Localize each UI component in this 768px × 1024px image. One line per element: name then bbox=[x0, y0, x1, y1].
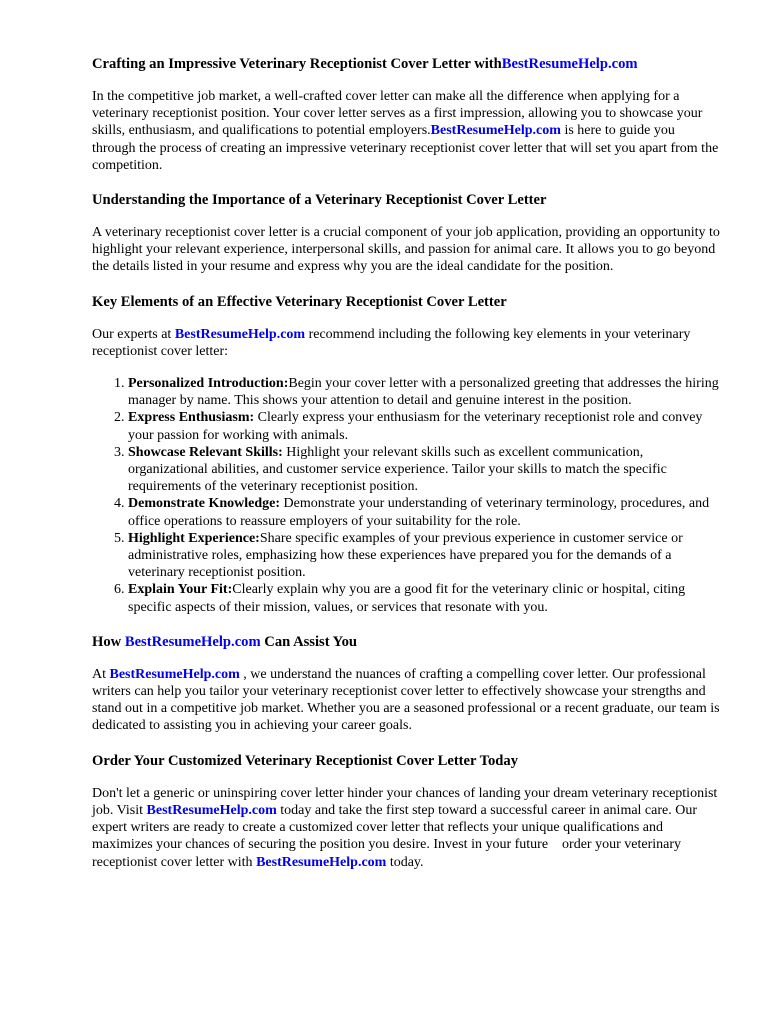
list-item-label: Showcase Relevant Skills: bbox=[128, 444, 283, 460]
heading-order: Order Your Customized Veterinary Receptionist Cover Letter Today bbox=[92, 752, 519, 769]
list-item bbox=[128, 409, 720, 443]
document-content bbox=[92, 55, 720, 871]
title-text: Crafting an Impressive Veterinary Receptionist Cover Letter with bbox=[92, 56, 502, 72]
bestresumehelp-link[interactable]: BestResumeHelp.com bbox=[124, 633, 261, 650]
document-title bbox=[92, 55, 720, 73]
bestresumehelp-link[interactable]: BestResumeHelp.com bbox=[430, 123, 561, 139]
heading-key-elements: Key Elements of an Effective Veterinary Receptionist Cover Letter bbox=[92, 293, 507, 310]
list-item-label: Explain Your Fit: bbox=[128, 582, 233, 598]
heading-assist bbox=[92, 633, 720, 651]
list-item-label: Express Enthusiasm: bbox=[128, 410, 255, 426]
list-item bbox=[128, 530, 720, 582]
assist-heading-post: Can Assist You bbox=[260, 633, 358, 650]
list-item-text: Clearly explain why you are a good fit for the veterinary clinic or hospital, citing specific aspects of their mission, values, or services that resonate with you. bbox=[128, 582, 686, 615]
assist-text-pre: At bbox=[92, 666, 110, 682]
order-text-post: today. bbox=[386, 854, 424, 870]
importance-paragraph: A veterinary receptionist cover letter is a crucial component of your job application, providing an opportunity to highlight your relevant experience, interpersonal skills, and passion for animal care. It allows you to go beyond the details listed in your resume and express why you are the ideal candidate for the position. bbox=[92, 225, 720, 275]
bestresumehelp-link[interactable]: BestResumeHelp.com bbox=[174, 326, 306, 342]
bestresumehelp-link[interactable]: BestResumeHelp.com bbox=[146, 802, 277, 818]
key-text-post: recommend including the following key elements in your veterinary receptionist cover letter: bbox=[92, 326, 691, 359]
list-item-label: Demonstrate Knowledge: bbox=[128, 496, 281, 512]
key-elements-list bbox=[92, 375, 720, 616]
bestresumehelp-link[interactable]: BestResumeHelp.com bbox=[501, 56, 638, 72]
bestresumehelp-link[interactable]: BestResumeHelp.com bbox=[109, 666, 240, 682]
list-item-label: Highlight Experience: bbox=[128, 530, 260, 546]
list-item bbox=[128, 375, 720, 409]
key-elements-paragraph bbox=[92, 326, 720, 360]
list-item-text: Highlight your relevant skills such as excellent communication, organizational abilities, and customer service experience. Tailor your skills to match the specific requirements of the veterinary receptionist position. bbox=[128, 444, 667, 495]
order-paragraph bbox=[92, 785, 720, 871]
intro-text-pre: In the competitive job market, a well-crafted cover letter can make all the difference when applying for a veterinary receptionist position. Your cover letter serves as a first impression, allowing you to showcase your skills, enthusiasm, and qualifications to potential employers. bbox=[92, 89, 703, 139]
intro-text-post: is here to guide you through the process of creating an impressive veterinary receptionist cover letter that will set you apart from the competition. bbox=[92, 123, 719, 173]
heading-importance: Understanding the Importance of a Veterinary Receptionist Cover Letter bbox=[92, 192, 547, 209]
list-item-text: Clearly express your enthusiasm for the veterinary receptionist role and convey your passion for working with animals. bbox=[128, 410, 703, 443]
order-text-mid: today and take the first step toward a successful career in animal care. Our expert writers are ready to create a customized cover letter that reflects your unique qualifications and maximizes your chances of securing the position you desire. Invest in your future order your veterinary receptionist cover letter with bbox=[92, 802, 698, 870]
assist-paragraph bbox=[92, 666, 720, 735]
list-item-text: Begin your cover letter with a personalized greeting that addresses the hiring manager by name. This shows your attention to detail and genuine interest in the position. bbox=[128, 376, 719, 409]
key-text-pre: Our experts at bbox=[92, 326, 175, 342]
list-item-text: Demonstrate your understanding of veterinary terminology, procedures, and office operations to reassure employers of your suitability for the role. bbox=[128, 496, 710, 529]
list-item bbox=[128, 495, 720, 529]
assist-text-post: , we understand the nuances of crafting a compelling cover letter. Our professional writers can help you tailor your veterinary receptionist cover letter to effectively showcase your strengths and stand out in a competitive job market. Whether you are a seasoned professional or a recent graduate, our team is dedicated to assisting you in achieving your career goals. bbox=[92, 666, 720, 734]
list-item bbox=[128, 581, 720, 615]
assist-heading-pre: How bbox=[92, 633, 125, 650]
intro-paragraph bbox=[92, 88, 720, 174]
bestresumehelp-link[interactable]: BestResumeHelp.com bbox=[256, 854, 387, 870]
list-item bbox=[128, 444, 720, 496]
list-item-label: Personalized Introduction: bbox=[128, 376, 289, 392]
list-item-text: Share specific examples of your previous experience in customer service or administrative roles, emphasizing how these experiences have prepared you for the demands of a veterinary receptionist position. bbox=[128, 530, 683, 581]
order-text-pre: Don't let a generic or uninspiring cover letter hinder your chances of landing your dream veterinary receptionist job. Visit bbox=[92, 785, 718, 818]
